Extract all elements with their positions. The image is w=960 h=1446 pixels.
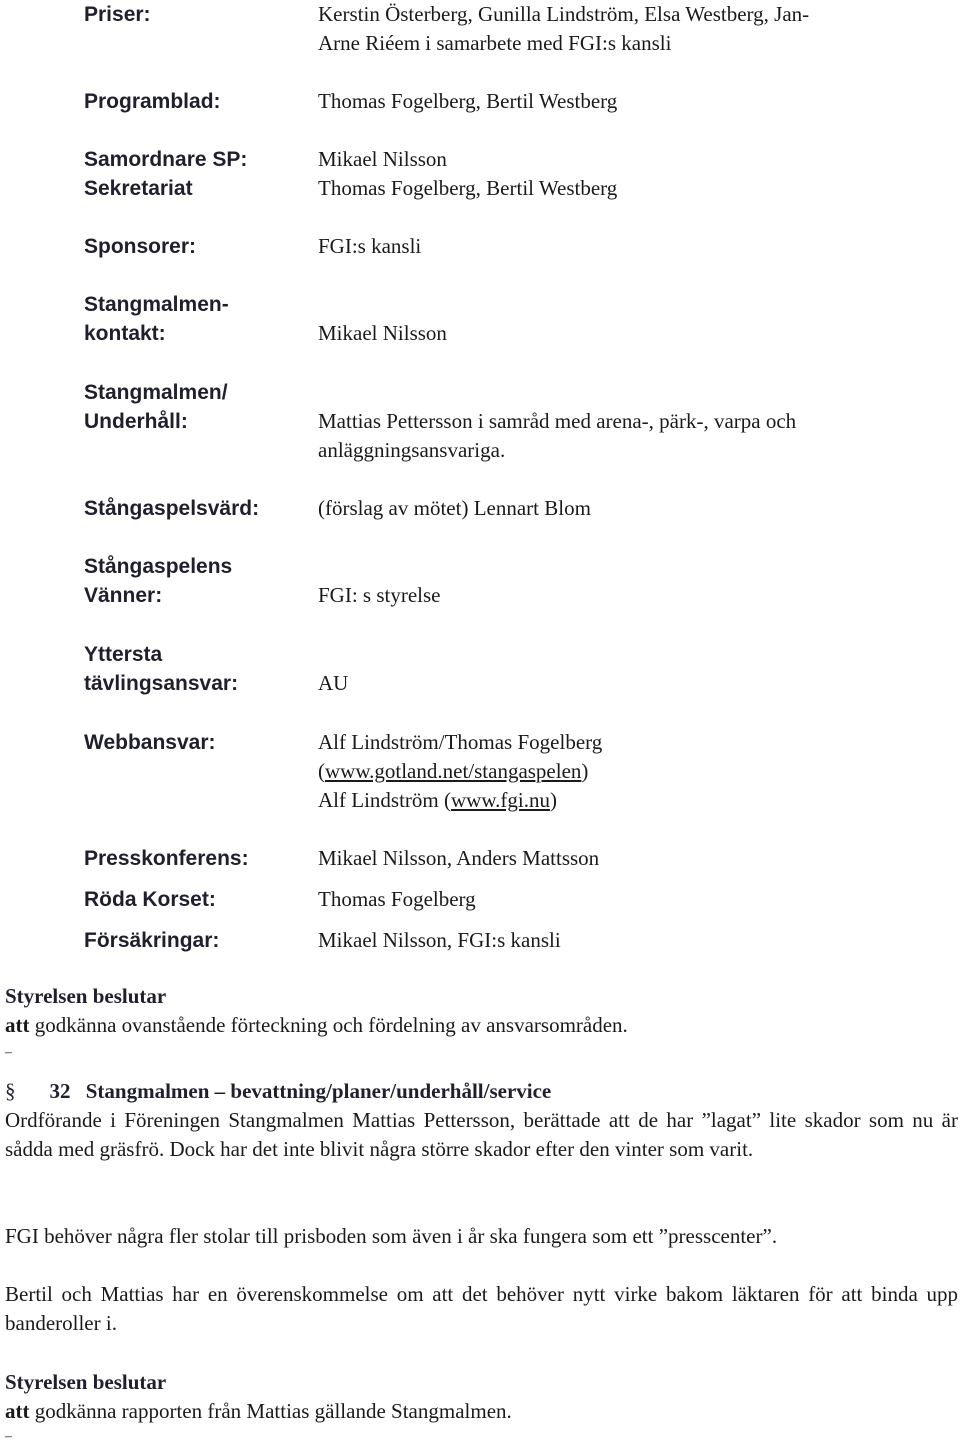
paragraph: FGI behöver några fler stolar till prisboden som även i år ska fungera som ett ”presscenter”. (5, 1224, 778, 1248)
role-value-presskonferens: Mikael Nilsson, Anders Mattsson (318, 846, 600, 870)
role-value-line: Arne Riéem i samarbete med FGI:s kansli (318, 31, 672, 55)
role-label-line: Samordnare SP: (84, 148, 248, 171)
decision-heading (5, 1368, 958, 1397)
role-label-priser: Priser: (84, 3, 151, 26)
section-number: 32 (49, 1079, 71, 1103)
role-value-samordnare (318, 145, 948, 203)
role-value-sponsorer: FGI:s kansli (318, 234, 422, 258)
role-label-line: Underhåll: (84, 410, 188, 433)
decision-heading-text: Styrelsen beslutar (5, 984, 167, 1008)
role-label-line: Stangmalmen- (84, 293, 229, 316)
role-label-roda-korset: Röda Korset: (84, 888, 216, 911)
paragraph: Ordförande i Föreningen Stangmalmen Mattias Pettersson, berättade att de har ”lagat” lite skador som nu är sådda med gräsfrö. Dock har det inte blivit några större skador efter den vinter som varit. (5, 1108, 958, 1161)
role-label-sponsorer: Sponsorer: (84, 235, 197, 258)
att-keyword: att (5, 1013, 30, 1037)
link-fgi[interactable]: www.fgi.nu (450, 788, 550, 812)
role-label-line: Sekretariat (84, 177, 193, 200)
section-symbol: § (5, 1079, 16, 1103)
role-label-underhall (84, 378, 304, 436)
decision-heading-text: Styrelsen beslutar (5, 1370, 167, 1394)
paren-close: ) (581, 759, 589, 783)
role-value-underhall (318, 407, 948, 465)
paren-close: ) (549, 788, 557, 812)
role-label-forsakringar: Försäkringar: (84, 929, 220, 952)
role-value-yttersta: AU (318, 671, 349, 695)
role-value-line: Mikael Nilsson (318, 147, 447, 171)
role-value-priser (318, 0, 948, 58)
role-label-line: Vänner: (84, 584, 163, 607)
role-value-stangmalmen-kontakt: Mikael Nilsson (318, 321, 447, 345)
role-label-stangaspelsvard: Stångaspelsvärd: (84, 497, 260, 520)
role-label-stangaspelens-vanner (84, 552, 304, 610)
role-value-stangaspelens-vanner: FGI: s styrelse (318, 583, 441, 607)
minus-mark: – (5, 1045, 12, 1060)
role-label-line: Stangmalmen/ (84, 381, 228, 404)
role-label-yttersta (84, 640, 304, 698)
minus-mark: – (5, 1429, 12, 1444)
role-label-presskonferens: Presskonferens: (84, 847, 249, 870)
decision-text (5, 1397, 958, 1426)
link-gotland-stangaspelen[interactable]: www.gotland.net/stangaspelen (325, 759, 582, 783)
role-value-line: Thomas Fogelberg, Bertil Westberg (318, 176, 618, 200)
role-value-line (318, 757, 948, 786)
decision-body: godkänna rapporten från Mattias gällande Stangmalmen. (29, 1399, 512, 1423)
role-label-samordnare (84, 145, 304, 203)
role-value-line: anläggningsansvariga. (318, 438, 506, 462)
decision-body: godkänna ovanstående förteckning och fördelning av ansvarsområden. (29, 1013, 628, 1037)
role-value-forsakringar: Mikael Nilsson, FGI:s kansli (318, 928, 561, 952)
paren-open: ( (318, 759, 325, 783)
role-label-webbansvar: Webbansvar: (84, 731, 216, 754)
role-label-line: Stångaspelens (84, 555, 233, 578)
role-value-line: Kerstin Österberg, Gunilla Lindström, Elsa Westberg, Jan- (318, 2, 810, 26)
role-value-stangaspelsvard: (förslag av mötet) Lennart Blom (318, 496, 591, 520)
section-title: Stangmalmen – bevattning/planer/underhåll/service (85, 1079, 552, 1103)
role-value-roda-korset: Thomas Fogelberg (318, 887, 476, 911)
role-label-stangmalmen-kontakt (84, 290, 304, 348)
paragraph: Bertil och Mattias har en överenskommelse om att det behöver nytt virke bakom läktaren för att binda upp banderoller i. (5, 1282, 958, 1335)
role-value-line: Mattias Pettersson i samråd med arena-, pärk-, varpa och (318, 409, 797, 433)
decision-heading (5, 982, 958, 1011)
role-label-programblad: Programblad: (84, 90, 221, 113)
att-keyword: att (5, 1399, 30, 1423)
role-label-line: tävlingsansvar: (84, 672, 239, 695)
role-value-programblad: Thomas Fogelberg, Bertil Westberg (318, 89, 618, 113)
role-label-line: kontakt: (84, 322, 166, 345)
section-heading (5, 1077, 958, 1106)
role-value-webbansvar (318, 728, 948, 815)
role-label-line: Yttersta (84, 643, 163, 666)
webb-line3-prefix: Alf Lindström ( (318, 788, 451, 812)
role-value-line (318, 786, 948, 815)
decision-text (5, 1011, 958, 1040)
role-value-line: Alf Lindström/Thomas Fogelberg (318, 730, 603, 754)
